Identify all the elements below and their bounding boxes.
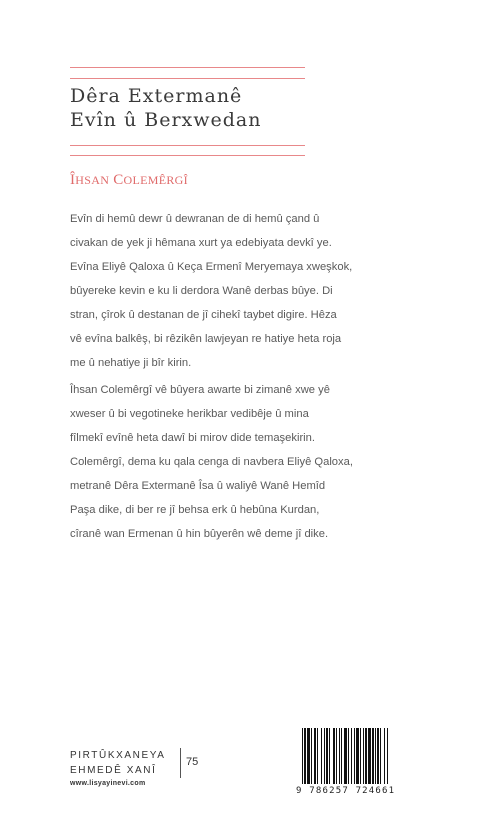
bottom-rule-1 [70,145,305,146]
blurb-line: cîranê wan Ermenan û hin bûyerên wê deme jî dike. [70,528,329,540]
barcode-bar [304,728,306,784]
barcode-bar [360,728,361,784]
publisher-divider [180,748,181,778]
barcode-bar [324,728,325,784]
book-title [70,84,370,132]
blurb-line: stran, çîrok û destanan de jî cihekî taybet digire. Hêza [70,309,337,321]
barcode-bar [384,728,385,784]
publisher-series [70,748,166,778]
blurb-line: Paşa dike, di ber re jî behsa erk û hebûna Kurdan, [70,504,320,516]
series-number: 75 [186,756,199,768]
bottom-rule-2 [70,155,305,156]
barcode-bar [314,728,316,784]
publisher-line-2: EHMEDÊ XANÎ [70,765,157,776]
blurb-line: bûyereke kevin e ku li derdora Wanê derbas bûye. Di [70,285,333,297]
publisher-website: www.lisyayinevi.com [70,780,146,787]
blurb-line: fîlmekî evînê heta dawî bi mirov dide temaşekirin. [70,432,315,444]
barcode-bar [351,728,352,784]
barcode-bar [356,728,359,784]
barcode-bar [354,728,355,784]
barcode-bar [375,728,376,784]
barcode-bar [387,728,388,784]
barcode-bar [307,728,310,784]
barcode-bar [329,728,330,784]
top-rule-2 [70,78,305,79]
blurb-line: civakan de yek ji hêmana xurt ya edebiyata devkî ye. [70,237,332,249]
barcode-bar [368,728,371,784]
blurb-line: metranê Dêra Extermanê Îsa û waliyê Wanê Hemîd [70,480,326,492]
blurb-line: Colemêrgî, dema ku qala cenga di navbera Eliyê Qaloxa, [70,456,353,468]
blurb-line: me û nehatiye ji bîr kirin. [70,357,192,369]
blurb-line: xweser û bi vegotineke herikbar vedibêje û mina [70,408,309,420]
barcode-bar [333,728,335,784]
barcode-bar [341,728,342,784]
author-name: ÎHSAN COLEMÊRGÎ [70,172,188,188]
barcode-bar [348,728,349,784]
blurb-paragraph-1 [70,207,410,375]
blurb-line: Evîn di hemû dewr û dewranan de di hemû çand û [70,213,320,225]
top-rule-1 [70,67,305,68]
title-line-2: Evîn û Berxwedan [70,109,262,131]
barcode-bar [321,728,322,784]
isbn-number: 9 786257 724661 [296,786,396,796]
isbn-barcode [296,728,430,784]
barcode-bar [365,728,367,784]
barcode-bar [344,728,347,784]
barcode-bar [377,728,379,784]
barcode-bar [317,728,318,784]
blurb-paragraph-2 [70,378,410,546]
barcode-bar [336,728,337,784]
barcode-bar [311,728,312,784]
barcode-bar [302,728,303,784]
barcode-bar [326,728,328,784]
blurb-line: Evîna Eliyê Qaloxa û Keça Ermenî Meryemaya xweşkok, [70,261,353,273]
barcode-bar [380,728,381,784]
blurb-line: Îhsan Colemêrgî vê bûyera awarte bi zimanê xwe yê [70,384,330,396]
barcode-bar [339,728,340,784]
barcode-bar [363,728,364,784]
publisher-line-1: PIRTÛKXANEYA [70,750,166,761]
blurb-line: vê evîna balkêş, bi rêzikên lawjeyan re hatiye heta roja [70,333,342,345]
title-line-1: Dêra Extermanê [70,85,243,107]
barcode-bar [372,728,374,784]
